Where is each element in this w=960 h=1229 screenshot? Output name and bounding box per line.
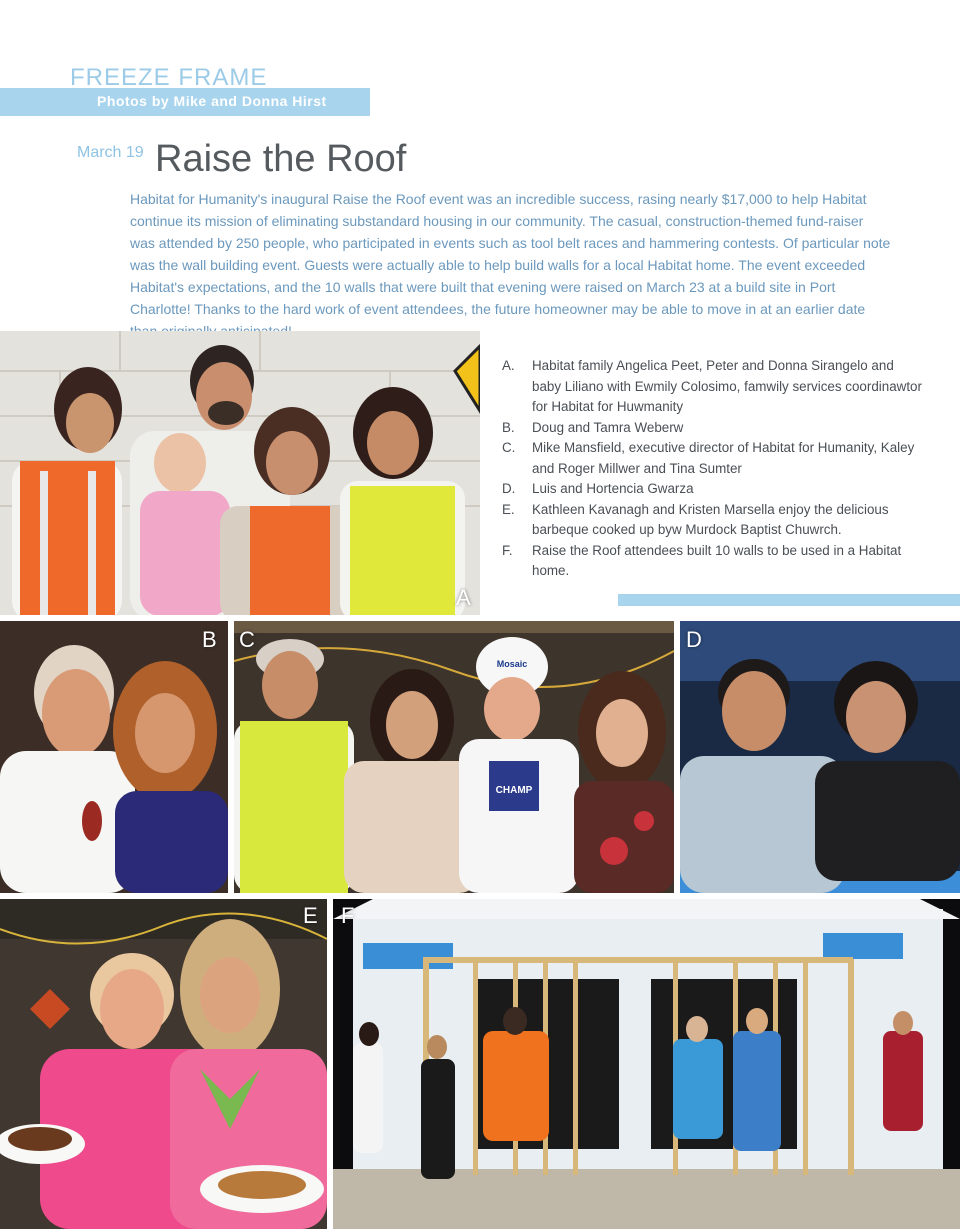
photo-a [0,331,480,615]
section-title: FREEZE FRAME [70,64,268,88]
caption-b: B. Doug and Tamra Weberw [502,419,684,435]
article-headline: Raise the Roof [155,138,407,180]
photo-e [0,899,327,1229]
photo-f [333,899,960,1229]
photo-e-label: E [303,903,318,928]
accent-bar [618,594,960,606]
caption-a: A. Habitat family Angelica Peet, Peter and Donna Sirangelo and baby Liliano with Ewmily Colosimo, famwily services coordinawtor for Habitat for Huwmanity [502,358,922,414]
photo-b [0,621,228,893]
photo-c-label: C [239,627,255,652]
photo-captions [502,356,922,582]
photo-e-image [0,899,327,1229]
caption-e: E. Kathleen Kavanagh and Kristen Marsella enjoy the delicious barbeque cooked up byw Murdock Baptist Chuwrch. [502,501,889,537]
article-intro: Habitat for Humanity's inaugural Raise the Roof event was an incredible success, rasing nearly $17,000 to help Habitat continue its mission of eliminating substandard housing in our community. The casual, construction-themed fund-raiser was attended by 250 people, who participated in events such as tool belt races and hammering contests. Of particular note was the wall building event. Guests were actually able to help build walls for a local Habitat home. The event exceeded Habitat's expectations, and the 10 walls that were built that evening were raised on March 23 at a build site in Port Charlotte! Thanks to the hard work of event attendees, the future homeowner may be able to move in at an earlier date [130,191,891,317]
hard-hat-logo: Mosaic [496,659,528,669]
photo-d [680,621,960,893]
photo-f-image [333,899,960,1229]
photo-a-label: A [456,585,471,610]
photo-byline: Photos by Mike and Donna Hirst [97,93,327,109]
caption-d: D. Luis and Hortencia Gwarza [502,481,694,496]
photo-d-image [680,621,960,893]
shirt-text: CHAMP [495,785,533,796]
photo-b-image [0,621,228,893]
caption-c: C. Mike Mansfield, executive director of Habitat for Humanity, Kaley and Roger Millwer and Tina Sumter [502,440,915,476]
photo-f-label: F [341,903,355,928]
event-date: March 19 [77,144,144,161]
photo-c [234,621,674,893]
byline-bar [0,88,370,116]
photo-a-image [0,331,480,615]
photo-b-label: B [202,627,217,652]
caption-f: F. Raise the Roof attendees built 10 walls to be used in a Habitat home. [502,542,902,578]
photo-c-image [234,621,674,893]
photo-d-label: D [686,627,702,652]
